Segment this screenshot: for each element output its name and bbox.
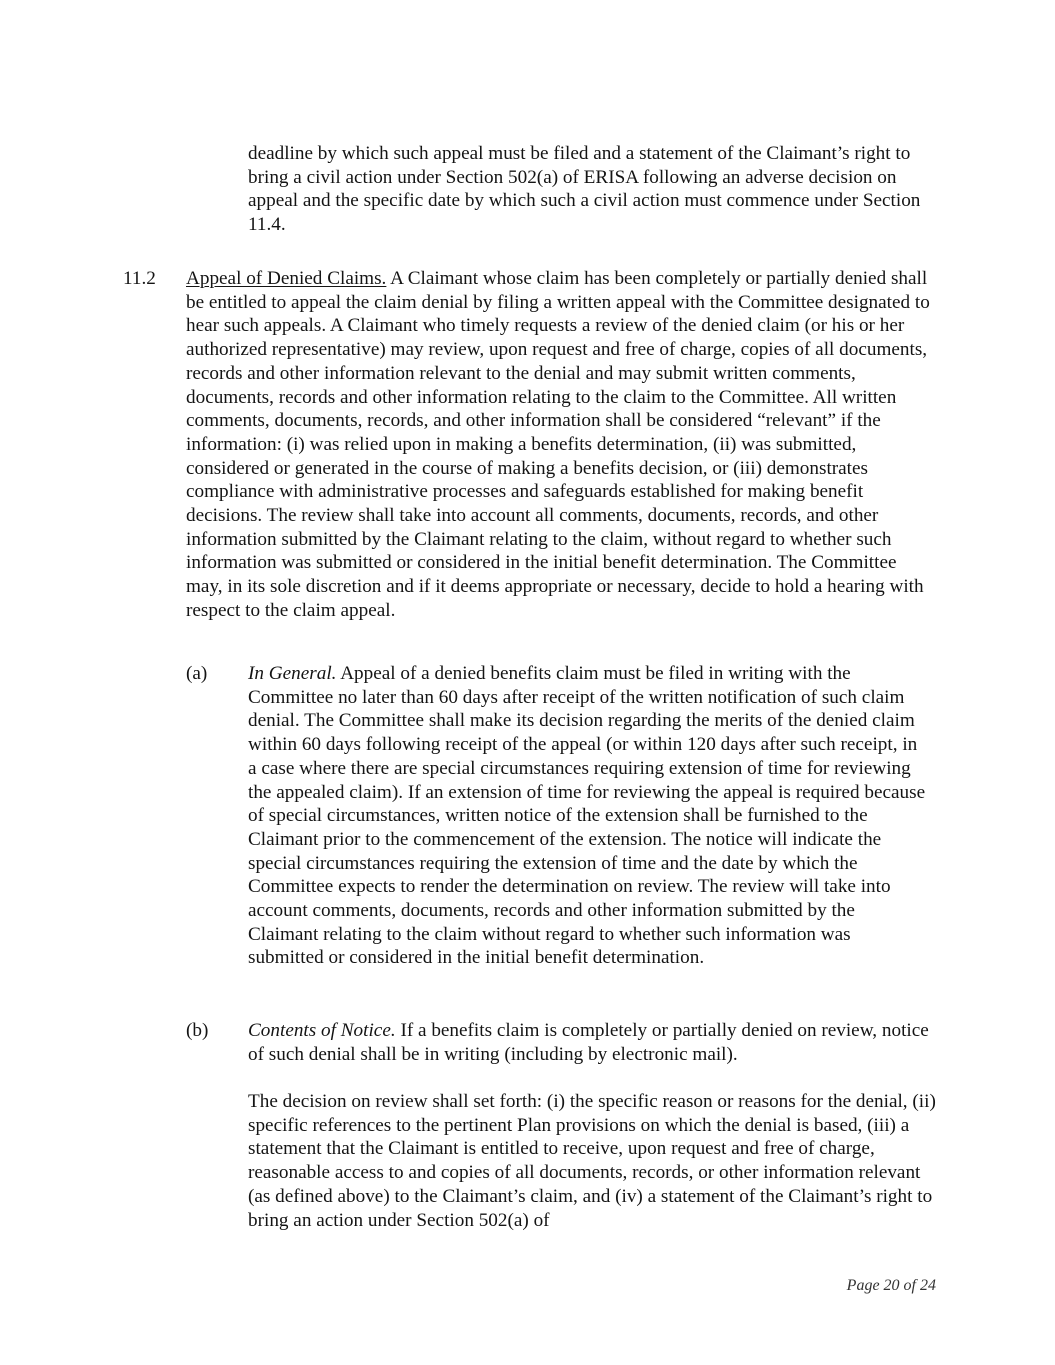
subsection-b-heading: Contents of Notice. xyxy=(248,1020,396,1041)
subsection-a-label: (a) xyxy=(186,663,208,684)
subsection-b-body: If a benefits claim is completely or partially denied on review, notice of such denial shall be in writing (including by electronic mail). xyxy=(248,1020,929,1065)
subsection-b-paragraph xyxy=(248,1019,938,1066)
section-body: A Claimant whose claim has been completely or partially denied shall be entitled to appeal the claim denial by filing a written appeal with the Committee designated to hear such appeals. A Claimant who timely requests a review of the denied claim (or his or her authorized representative) may review, upon request and free of charge, copies of all documents, records and other information relevant to the denial and may submit written comments, documents, records and other information relating to the claim to the Committee. All written comments, documents, records, and other information shall be considered “relevant” if the information: (i) was relied upon in making a benefits determination, (ii) was submitted, considered or generated in the course of making a benefits decision, or (iii) demonstrates compliance with administrative processes and safeguards established for making benefit decisions. The review shall take into account all comments, documents, records, and other information submitted by the Claimant relating to the claim, without regard to whether such information was submitted or considered in the initial benefit determination. The Committee may, in its sole discretion and if it deems appropriate or necessary, decide to hold a hearing with respect to the claim appeal. xyxy=(186,268,930,621)
continuation-paragraph: deadline by which such appeal must be filed and a statement of the Claimant’s right to bring a civil action under Section 502(a) of ERISA following an adverse decision on appeal and the specific date by which such a civil action must commence under Section 11.4. xyxy=(248,143,921,236)
subsection-a-heading: In General. xyxy=(248,663,337,684)
subsection-b-label: (b) xyxy=(186,1020,209,1041)
section-number: 11.2 xyxy=(123,268,156,289)
subsection-a-body: Appeal of a denied benefits claim must be filed in writing with the Committee no later than 60 days after receipt of the written notification of such claim denial. The Committee shall make its decision regarding the merits of the denied claim within 60 days following receipt of the appeal (or within 120 days after such receipt, in a case where there are special circumstances requiring extension of time for reviewing the appealed claim). If an extension of time for reviewing the appeal is required because of special circumstances, written notice of the extension shall be furnished to the Claimant prior to the commencement of the extension. The notice will indicate the special circumstances requiring the extension of time and the date by which the Committee expects to render the determination on review. The review will take into account comments, documents, records and other information submitted by the Claimant relating to the claim without regard to whether such information was submitted or considered in the initial benefit determination. xyxy=(248,663,926,969)
section-heading: Appeal of Denied Claims. xyxy=(186,268,387,289)
section-paragraph xyxy=(186,267,931,623)
page-number-footer: Page 20 of 24 xyxy=(846,1277,936,1294)
subsection-a-paragraph xyxy=(248,662,928,970)
subsection-b-second-paragraph: The decision on review shall set forth: (i) the specific reason or reasons for the denial, (ii) specific references to the pertinent Plan provisions on which the denial is based, (iii) a statement that the Claimant is entitled to receive, upon request and free of charge, reasonable access to and copies of all documents, records, or other information relevant (as defined above) to the Claimant’s claim, and (iv) a statement of the Claimant’s right to bring an action under Section 502(a) of xyxy=(248,1091,936,1231)
